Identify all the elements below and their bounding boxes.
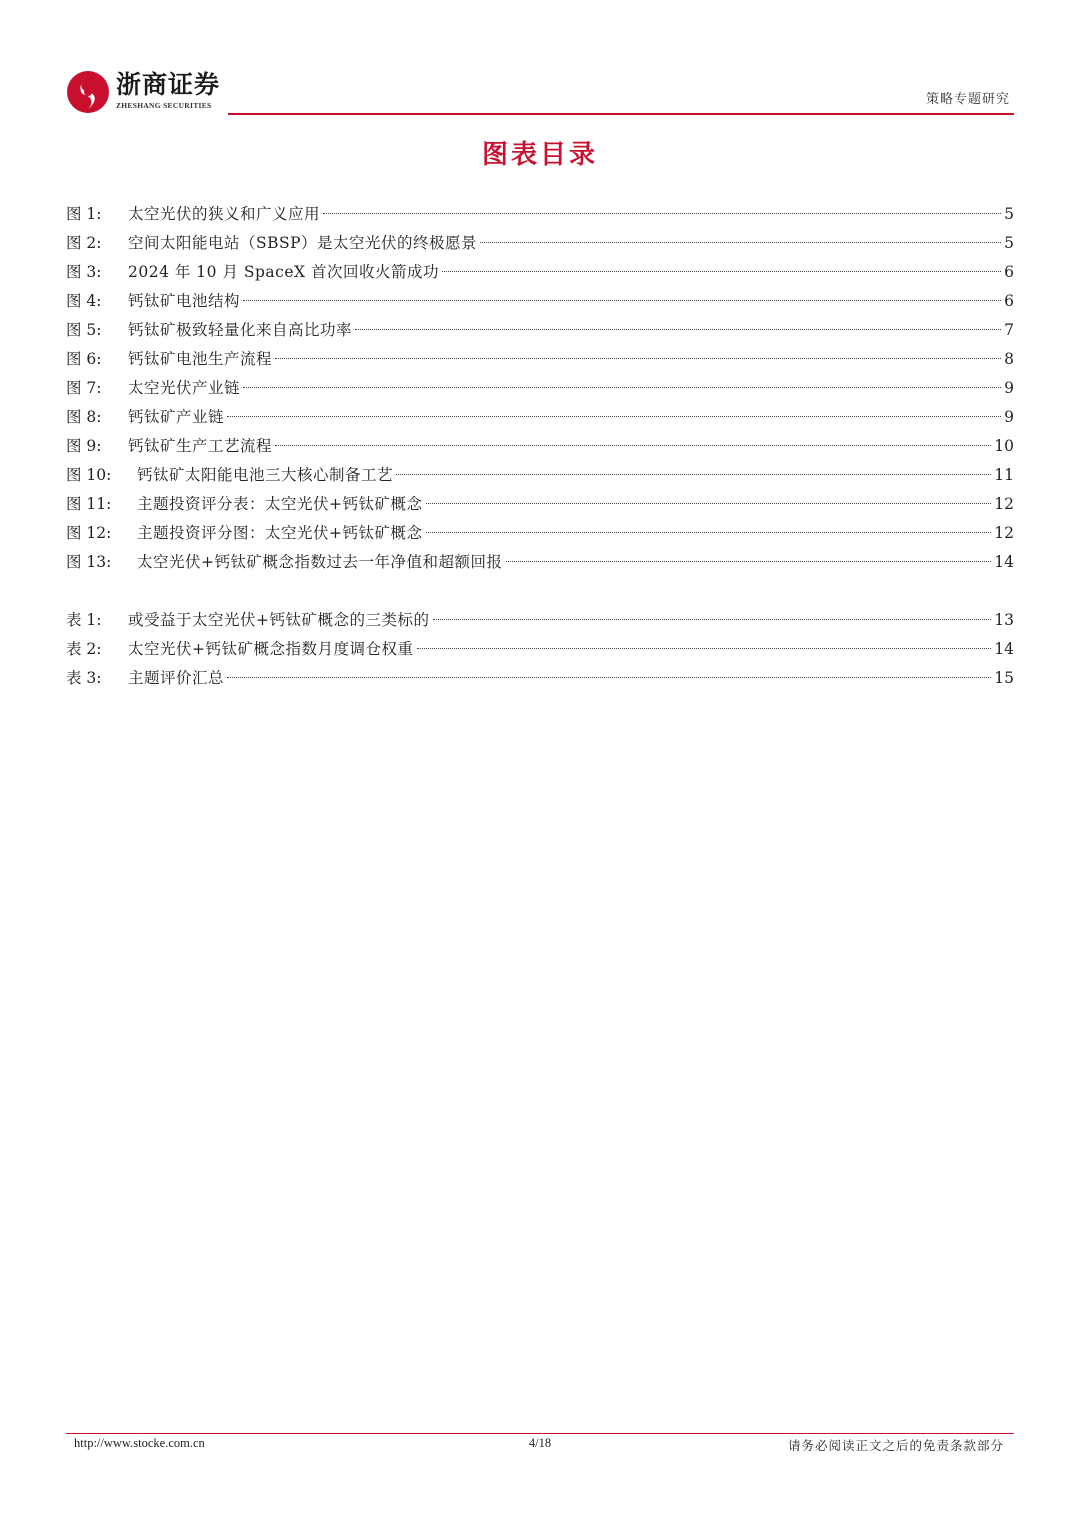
logo-english-name: ZHESHANG SECURITIES xyxy=(116,101,212,110)
dot-leader xyxy=(506,561,992,562)
toc-entry-label: 图 1: xyxy=(66,205,102,223)
dot-leader xyxy=(355,329,1001,330)
toc-entry-label: 图 5: xyxy=(66,321,102,339)
toc-entry[interactable] xyxy=(66,345,1014,374)
toc-entry-page: 14 xyxy=(994,640,1014,658)
toc-entry-label: 图 13: xyxy=(66,553,112,571)
toc-entry-page: 8 xyxy=(1004,350,1014,368)
dot-leader xyxy=(396,474,991,475)
toc-entry-title: 太空光伏+钙钛矿概念指数过去一年净值和超额回报 xyxy=(137,553,503,571)
toc-entry-title: 太空光伏的狭义和广义应用 xyxy=(128,205,321,223)
toc-entry-page: 5 xyxy=(1004,234,1014,252)
toc-entry[interactable] xyxy=(66,374,1014,403)
toc-entry-page: 6 xyxy=(1004,292,1014,310)
dot-leader xyxy=(243,300,1001,301)
toc-entry-title: 太空光伏产业链 xyxy=(128,379,241,397)
toc-entry[interactable] xyxy=(66,490,1014,519)
toc-entry-page: 12 xyxy=(994,495,1014,513)
toc-entry[interactable] xyxy=(66,606,1014,635)
toc-entry-page: 10 xyxy=(994,437,1014,455)
toc-entry-title: 太空光伏+钙钛矿概念指数月度调仓权重 xyxy=(128,640,414,658)
dot-leader xyxy=(275,445,991,446)
toc-entry-label: 图 4: xyxy=(66,292,102,310)
toc-entry-title: 钙钛矿电池结构 xyxy=(128,292,241,310)
dot-leader xyxy=(243,387,1001,388)
toc-entry-page: 9 xyxy=(1004,408,1014,426)
toc-entry[interactable] xyxy=(66,258,1014,287)
footer-divider xyxy=(66,1433,1014,1434)
toc-entry-page: 5 xyxy=(1004,205,1014,223)
table-list xyxy=(66,606,1014,693)
toc-entry[interactable] xyxy=(66,519,1014,548)
report-type: 策略专题研究 xyxy=(925,92,1010,107)
toc-entry-label: 图 9: xyxy=(66,437,102,455)
toc-entry-page: 14 xyxy=(994,553,1014,571)
toc-entry-page: 15 xyxy=(994,669,1014,687)
toc-entry-label: 图 8: xyxy=(66,408,102,426)
page-number: 4/18 xyxy=(528,1436,552,1450)
toc-entry-label: 图 10: xyxy=(66,466,112,484)
figure-list xyxy=(66,200,1014,577)
toc-entry[interactable] xyxy=(66,403,1014,432)
toc-entry-page: 6 xyxy=(1004,263,1014,281)
zheshang-logo-icon xyxy=(66,70,110,114)
header-divider xyxy=(228,113,1014,115)
toc-entry-title: 钙钛矿太阳能电池三大核心制备工艺 xyxy=(137,466,394,484)
toc-entry-label: 图 6: xyxy=(66,350,102,368)
dot-leader xyxy=(227,416,1001,417)
toc-entry-title: 钙钛矿极致轻量化来自高比功率 xyxy=(128,321,353,339)
dot-leader xyxy=(275,358,1001,359)
table-of-figures xyxy=(66,200,1014,693)
toc-entry-label: 图 3: xyxy=(66,263,102,281)
page-header xyxy=(66,66,1014,118)
toc-entry-title: 钙钛矿生产工艺流程 xyxy=(128,437,273,455)
toc-entry-title: 钙钛矿电池生产流程 xyxy=(128,350,273,368)
toc-entry[interactable] xyxy=(66,316,1014,345)
dot-leader xyxy=(227,677,991,678)
toc-entry-label: 表 1: xyxy=(66,611,102,629)
toc-entry[interactable] xyxy=(66,432,1014,461)
toc-entry-page: 11 xyxy=(994,466,1014,484)
toc-entry-page: 9 xyxy=(1004,379,1014,397)
toc-entry-label: 图 2: xyxy=(66,234,102,252)
toc-entry[interactable] xyxy=(66,287,1014,316)
logo-chinese-name: 浙商证券 xyxy=(116,70,221,99)
dot-leader xyxy=(433,619,992,620)
toc-entry-label: 图 12: xyxy=(66,524,112,542)
toc-entry-title: 主题评价汇总 xyxy=(128,669,225,687)
toc-entry[interactable] xyxy=(66,229,1014,258)
toc-entry-page: 12 xyxy=(994,524,1014,542)
dot-leader xyxy=(417,648,992,649)
disclaimer-note: 请务必阅读正文之后的免责条款部分 xyxy=(787,1438,1004,1453)
dot-leader xyxy=(426,503,992,504)
toc-entry[interactable] xyxy=(66,461,1014,490)
company-logo xyxy=(66,70,236,116)
dot-leader xyxy=(426,532,992,533)
toc-entry-page: 7 xyxy=(1004,321,1014,339)
toc-entry-title: 或受益于太空光伏+钙钛矿概念的三类标的 xyxy=(128,611,430,629)
toc-entry-label: 图 7: xyxy=(66,379,102,397)
toc-entry-label: 表 3: xyxy=(66,669,102,687)
toc-entry-title: 主题投资评分表：太空光伏+钙钛矿概念 xyxy=(137,495,423,513)
toc-entry[interactable] xyxy=(66,548,1014,577)
dot-leader xyxy=(480,242,1001,243)
website-link[interactable]: http://www.stocke.com.cn xyxy=(74,1436,205,1450)
toc-entry-label: 表 2: xyxy=(66,640,102,658)
toc-entry-label: 图 11: xyxy=(66,495,112,513)
dot-leader xyxy=(323,213,1001,214)
toc-entry-title: 2024 年 10 月 SpaceX 首次回收火箭成功 xyxy=(128,263,439,281)
toc-entry-title: 主题投资评分图：太空光伏+钙钛矿概念 xyxy=(137,524,423,542)
page-title: 图表目录 xyxy=(481,140,598,170)
toc-entry[interactable] xyxy=(66,635,1014,664)
dot-leader xyxy=(442,271,1001,272)
toc-entry[interactable] xyxy=(66,200,1014,229)
toc-entry-title: 空间太阳能电站（SBSP）是太空光伏的终极愿景 xyxy=(128,234,478,252)
toc-entry[interactable] xyxy=(66,664,1014,693)
page-footer xyxy=(66,1436,1014,1456)
toc-entry-title: 钙钛矿产业链 xyxy=(128,408,225,426)
toc-entry-page: 13 xyxy=(994,611,1014,629)
